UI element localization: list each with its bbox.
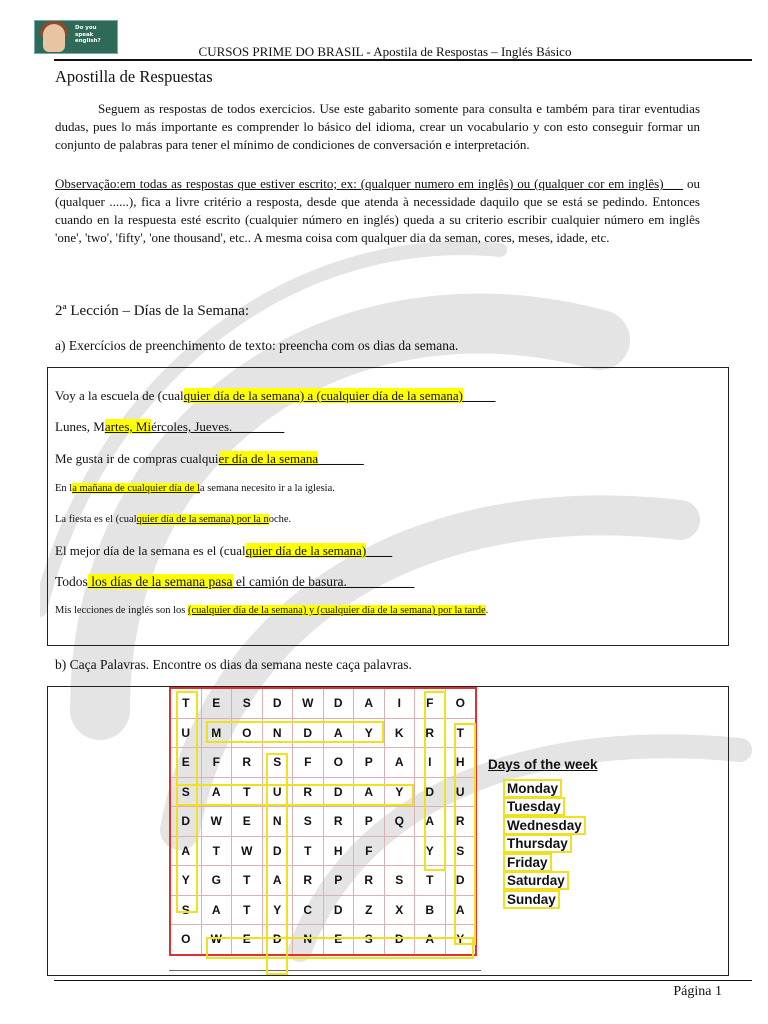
grid-cell: A (354, 777, 385, 807)
found-word-saturday (176, 784, 414, 806)
grid-cell: Q (384, 807, 415, 837)
word-list-title: Days of the week (488, 757, 598, 772)
grid-cell: R (232, 748, 263, 778)
grid-cell: D (445, 866, 476, 896)
fill-in-exercise-box (47, 367, 729, 646)
grid-cell: F (293, 748, 324, 778)
grid-cell: R (293, 777, 324, 807)
school-logo (34, 20, 118, 54)
answer-highlight: quier día de la semana) por la n (136, 514, 269, 525)
grid-cell: G (201, 866, 232, 896)
grid-cell: S (445, 836, 476, 866)
found-word-monday (206, 721, 384, 743)
sentence-line (55, 543, 392, 559)
sentence-text: Me gusta ir de compras cualqui (55, 451, 219, 466)
grid-cell: A (415, 807, 446, 837)
answer-highlight: quier día de la semana) (245, 543, 367, 558)
sentence-line (55, 388, 496, 404)
grid-cell: D (262, 925, 293, 955)
sentence-text: a semana necesito ir a la iglesia. (199, 483, 335, 494)
grid-cell: R (415, 718, 446, 748)
grid-cell: H (323, 836, 354, 866)
grid-cell: T (232, 895, 263, 925)
grid-cell: A (354, 688, 385, 718)
grid-cell: Y (445, 925, 476, 955)
intro-paragraph: Seguem as respostas de todos exercicios. Use este gabarito somente para consulta e também para tirar eventudias dudas, pues lo más importante es comprender lo básico del idioma, crear un vocabulario y con esto conseguir formar un conjunto de palabras para tener el mínimo de condiciones de conversación e interpretación. (55, 101, 700, 152)
grid-cell: D (293, 718, 324, 748)
grid-cell: Y (262, 895, 293, 925)
grid-baseline (169, 970, 481, 971)
grid-cell: F (201, 748, 232, 778)
found-word-wednesday (206, 937, 474, 959)
sentence-text: oche. (268, 514, 292, 525)
grid-cell: T (201, 836, 232, 866)
grid-cell: T (445, 718, 476, 748)
grid-cell (384, 836, 415, 866)
word-list-item: Thursday (503, 834, 572, 853)
grid-cell: I (415, 748, 446, 778)
answer-blank: _______ (318, 451, 364, 466)
footer-divider (54, 980, 752, 981)
answer-blank: _____ (463, 388, 496, 403)
grid-cell: D (170, 807, 201, 837)
grid-cell: A (445, 895, 476, 925)
observation-paragraph (55, 175, 700, 247)
grid-cell: O (170, 925, 201, 955)
grid-cell: U (445, 777, 476, 807)
grid-cell: S (170, 777, 201, 807)
grid-cell: U (170, 718, 201, 748)
grid-cell: Y (415, 836, 446, 866)
grid-cell: C (293, 895, 324, 925)
grid-cell: D (323, 688, 354, 718)
found-word-thursday (454, 723, 476, 945)
word-list-item: Wednesday (503, 816, 586, 835)
grid-cell: M (201, 718, 232, 748)
grid-cell: T (415, 866, 446, 896)
exercise-b-instruction: b) Caça Palavras. Encontre os dias da semana neste caça palavras. (55, 657, 412, 672)
grid-cell: R (445, 807, 476, 837)
grid-cell: P (354, 748, 385, 778)
sentence-line (55, 514, 291, 525)
sentence-text: Todos (55, 574, 88, 589)
grid-cell: F (354, 836, 385, 866)
grid-cell: Y (384, 777, 415, 807)
grid-cell: E (170, 748, 201, 778)
answer-highlight: a mañana de cualquier día de l (72, 483, 200, 494)
grid-cell: Y (170, 866, 201, 896)
exercise-a-instruction: a) Exercícios de preenchimento de texto: preencha com os dias da semana. (55, 338, 459, 353)
sentence-line (55, 483, 335, 494)
found-word-friday (424, 691, 446, 871)
header-title: CURSOS PRIME DO BRASIL - Apostila de Respostas – Inglés Básico (198, 44, 572, 59)
grid-cell: T (293, 836, 324, 866)
grid-cell: R (323, 807, 354, 837)
page-heading: Apostilla de Respuestas (55, 67, 213, 86)
grid-cell: O (323, 748, 354, 778)
grid-cell: W (232, 836, 263, 866)
grid-cell: D (323, 895, 354, 925)
teacher-face-graphic (43, 24, 65, 52)
grid-cell: D (262, 688, 293, 718)
grid-cell: E (232, 925, 263, 955)
word-list-item: Sunday (503, 890, 560, 909)
grid-cell: A (415, 925, 446, 955)
grid-cell: A (262, 866, 293, 896)
grid-cell: A (201, 777, 232, 807)
grid-cell: S (170, 895, 201, 925)
answer-highlight: los días de la semana pasa (87, 574, 233, 589)
grid-cell: N (262, 718, 293, 748)
grid-cell: W (201, 925, 232, 955)
grid-cell: T (170, 688, 201, 718)
grid-cell: E (232, 807, 263, 837)
answer-blank: ____ (366, 543, 393, 558)
logo-text: Do you speak english? (75, 25, 101, 44)
grid-cell: O (232, 718, 263, 748)
answer-highlight: artes, Mi (104, 419, 152, 434)
sentence-text: Lunes, M (55, 419, 105, 434)
answer-highlight: (cualquier día de la semana) y (cualquier día de la semana) por la tarde (187, 605, 486, 616)
word-search-box (47, 686, 729, 976)
grid-cell: P (354, 807, 385, 837)
grid-cell: N (262, 807, 293, 837)
sentence-text: La fiesta es el (cual (55, 514, 137, 525)
grid-cell: Y (354, 718, 385, 748)
grid-cell: A (323, 718, 354, 748)
word-list-item: Saturday (503, 871, 569, 890)
lesson-heading: 2ª Lección – Días de la Semana: (55, 303, 250, 319)
grid-cell: T (232, 777, 263, 807)
header-divider (54, 59, 752, 61)
grid-cell: E (201, 688, 232, 718)
grid-cell: K (384, 718, 415, 748)
page-number: Página 1 (673, 984, 722, 999)
observation-label: Observação: (55, 176, 120, 191)
grid-cell: W (293, 688, 324, 718)
answer-blank: ércoles, Jueves.________ (151, 419, 285, 434)
grid-cell: X (384, 895, 415, 925)
answer-highlight: quier día de la semana) a (cualquier día de la semana) (183, 388, 463, 403)
word-list-item: Monday (503, 779, 562, 798)
sentence-text: El mejor día de la semana es el (cual (55, 543, 246, 558)
grid-cell: S (293, 807, 324, 837)
grid-cell: P (323, 866, 354, 896)
grid-cell: Z (354, 895, 385, 925)
observation-text-2: ou (qualquer ......), fica a livre critério a resposta, desde que atenda à necessidade daquilo que se está se pedindo. Entonces cuando en la respuesta esté escrito (cualquier número en inglés) queda a su criterio escribir cualquier número em inglês 'one', 'two', 'fifty', 'one thousand', etc.. A mesma coisa com qualquer dia da seman, cores, meses, idade, etc. (55, 176, 701, 245)
sentence-line (55, 419, 284, 435)
grid-cell: D (262, 836, 293, 866)
sentence-line (55, 451, 364, 467)
grid-cell: B (415, 895, 446, 925)
grid-cell: R (354, 866, 385, 896)
grid-cell: S (262, 748, 293, 778)
grid-cell: H (445, 748, 476, 778)
sentence-text: Mis lecciones de inglés son los (55, 605, 188, 616)
word-list-item: Friday (503, 853, 552, 872)
grid-cell: O (445, 688, 476, 718)
grid-cell: W (201, 807, 232, 837)
grid-cell: I (384, 688, 415, 718)
grid-cell: T (232, 866, 263, 896)
sentence-text: . (485, 605, 489, 616)
word-list-item: Tuesday (503, 797, 565, 816)
grid-cell: S (354, 925, 385, 955)
grid-cell: N (293, 925, 324, 955)
grid-cell: A (384, 748, 415, 778)
grid-cell: A (201, 895, 232, 925)
sentence-line (55, 574, 414, 590)
grid-cell: S (232, 688, 263, 718)
grid-cell: U (262, 777, 293, 807)
sentence-text: En l (55, 483, 73, 494)
observation-text-1: em todas as respostas que estiver escrito; ex: (qualquer numero em inglês) ou (qualquer cor em inglês)___ (119, 176, 684, 191)
grid-cell: D (323, 777, 354, 807)
grid-cell: E (323, 925, 354, 955)
answer-highlight: er día de la semana (218, 451, 319, 466)
grid-cell: D (415, 777, 446, 807)
sentence-text: Voy a la escuela de (cual (55, 388, 184, 403)
grid-cell: S (384, 866, 415, 896)
grid-cell: F (415, 688, 446, 718)
sentence-line (55, 605, 488, 616)
grid-cell: D (384, 925, 415, 955)
answer-blank: el camión de basura.__________ (232, 574, 415, 589)
grid-row (170, 895, 476, 925)
grid-cell: R (293, 866, 324, 896)
grid-cell: A (170, 836, 201, 866)
